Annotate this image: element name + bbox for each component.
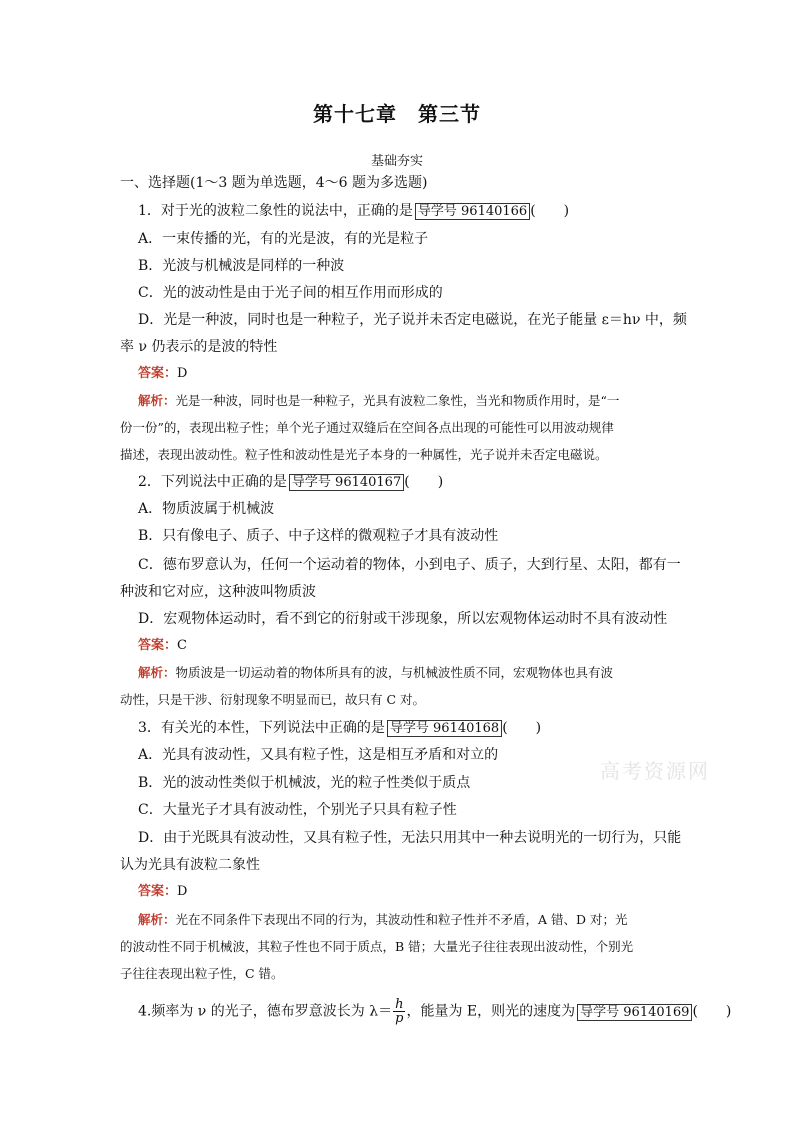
question-3-text: 3．有关光的本性，下列说法中正确的是 <box>138 720 385 736</box>
question-1-answer-value: D <box>177 366 188 381</box>
question-3-answer-value: D <box>177 884 188 899</box>
page-title: 第十七章 第三节 <box>313 102 481 126</box>
question-1-option-b: B．光波与机械波是同样的一种波 <box>138 258 345 274</box>
question-3-stem <box>138 718 541 739</box>
question-3-option-c: C．大量光子才具有波动性，个别光子只具有粒子性 <box>138 802 457 818</box>
wavelength-fraction <box>393 998 405 1025</box>
question-3-answer <box>138 882 187 902</box>
question-1-explanation-line1 <box>138 391 619 411</box>
question-3-option-d-line1: D．由于光既具有波动性，又具有粒子性，无法只用其中一种去说明光的一切行为，只能 <box>138 830 682 846</box>
question-2-option-a: A．物质波属于机械波 <box>138 501 275 517</box>
question-3-explanation-line1 <box>138 910 628 930</box>
explain-label: 解析： <box>138 393 176 408</box>
question-2-answer-value: C <box>177 638 187 653</box>
section-subtitle: 基础夯实 <box>370 154 423 169</box>
question-1-explanation-line3: 描述，表现出波动性。粒子性和波动性是光子本身的一种属性，光子说并未否定电磁说。 <box>120 447 608 462</box>
watermark-text: 高考资源网 <box>600 759 710 783</box>
question-1-paren: ( ) <box>530 203 570 219</box>
question-4-text-pre: 4.频率为 ν 的光子，德布罗意波长为 λ＝ <box>138 1003 393 1020</box>
question-3-explanation-line2: 的波动性不同于机械波，其粒子性也不同于质点，B 错；大量光子往往表现出波动性，个别光 <box>120 939 634 954</box>
question-3-option-d-line2: 认为光具有波粒二象性 <box>120 857 260 873</box>
question-1-option-d-line1: D．光是一种波，同时也是一种粒子，光子说并未否定电磁说，在光子能量 ε＝hν 中，频 <box>138 312 687 328</box>
question-2-option-d: D．宏观物体运动时，看不到它的衍射或干涉现象，所以宏观物体运动时不具有波动性 <box>138 611 668 627</box>
question-2-stem <box>138 472 443 493</box>
question-1-answer <box>138 364 187 384</box>
fraction-numerator: h <box>395 997 404 1012</box>
question-1-explanation-line2: 份一份”的，表现出粒子性；单个光子通过双缝后在空间各点出现的可能性可以用波动规律 <box>120 420 614 435</box>
question-1-option-a: A．一束传播的光，有的光是波，有的光是粒子 <box>138 231 429 247</box>
answer-label: 答案： <box>138 638 178 653</box>
question-1-text: 1．对于光的波粒二象性的说法中，正确的是 <box>138 203 413 219</box>
question-3-option-b: B．光的波动性类似于机械波，光的粒子性类似于质点 <box>138 775 471 791</box>
explain-label: 解析： <box>138 665 176 680</box>
question-2-text: 2．下列说法中正确的是 <box>138 474 287 490</box>
answer-label: 答案： <box>138 366 178 381</box>
section-header: 一、选择题(1～3 题为单选题，4～6 题为多选题) <box>120 175 428 191</box>
fraction-denominator: p <box>395 1011 404 1026</box>
question-3-exp1: 光在不同条件下表现出不同的行为，其波动性和粒子性并不矛盾，A 错、D 对；光 <box>175 912 628 927</box>
question-1-option-c: C．光的波动性是由于光子间的相互作用而形成的 <box>138 285 443 301</box>
question-2-paren: ( ) <box>404 474 444 490</box>
question-2-exp1: 物质波是一切运动着的物体所具有的波，与机械波性质不同，宏观物体也具有波 <box>175 665 614 680</box>
question-4-paren: ( ) <box>692 1003 732 1020</box>
question-3-paren: ( ) <box>502 720 542 736</box>
question-2-option-c-line1: C．德布罗意认为，任何一个运动着的物体，小到电子、质子，大到行星、太阳，都有一 <box>138 557 681 573</box>
answer-label: 答案： <box>138 884 178 899</box>
question-4-ref-link[interactable]: 导学号 96140169 <box>577 1004 692 1021</box>
question-2-answer <box>138 636 187 656</box>
question-4-stem <box>138 998 731 1025</box>
question-1-ref-link[interactable]: 导学号 96140166 <box>415 203 530 220</box>
question-1-exp1: 光是一种波，同时也是一种粒子，光具有波粒二象性，当光和物质作用时，是“一 <box>175 393 620 408</box>
question-3-option-a: A．光具有波动性，又具有粒子性，这是相互矛盾和对立的 <box>138 747 499 763</box>
question-3-explanation-line3: 子往往表现出粒子性，C 错。 <box>120 966 284 981</box>
question-2-option-b: B．只有像电子、质子、中子这样的微观粒子才具有波动性 <box>138 528 499 544</box>
question-1-option-d-line2: 率 ν 仍表示的是波的特性 <box>120 339 278 355</box>
explain-label: 解析： <box>138 912 176 927</box>
question-2-ref-link[interactable]: 导学号 96140167 <box>289 474 404 491</box>
question-3-ref-link[interactable]: 导学号 96140168 <box>387 720 502 737</box>
question-2-option-c-line2: 种波和它对应，这种波叫物质波 <box>120 584 316 600</box>
question-2-explanation-line2: 动性，只是干涉、衍射现象不明显而已，故只有 C 对。 <box>120 692 426 707</box>
question-2-explanation-line1 <box>138 663 613 683</box>
question-1-stem <box>138 201 569 222</box>
question-4-text-post: ，能量为 E，则光的速度为 <box>406 1003 576 1020</box>
